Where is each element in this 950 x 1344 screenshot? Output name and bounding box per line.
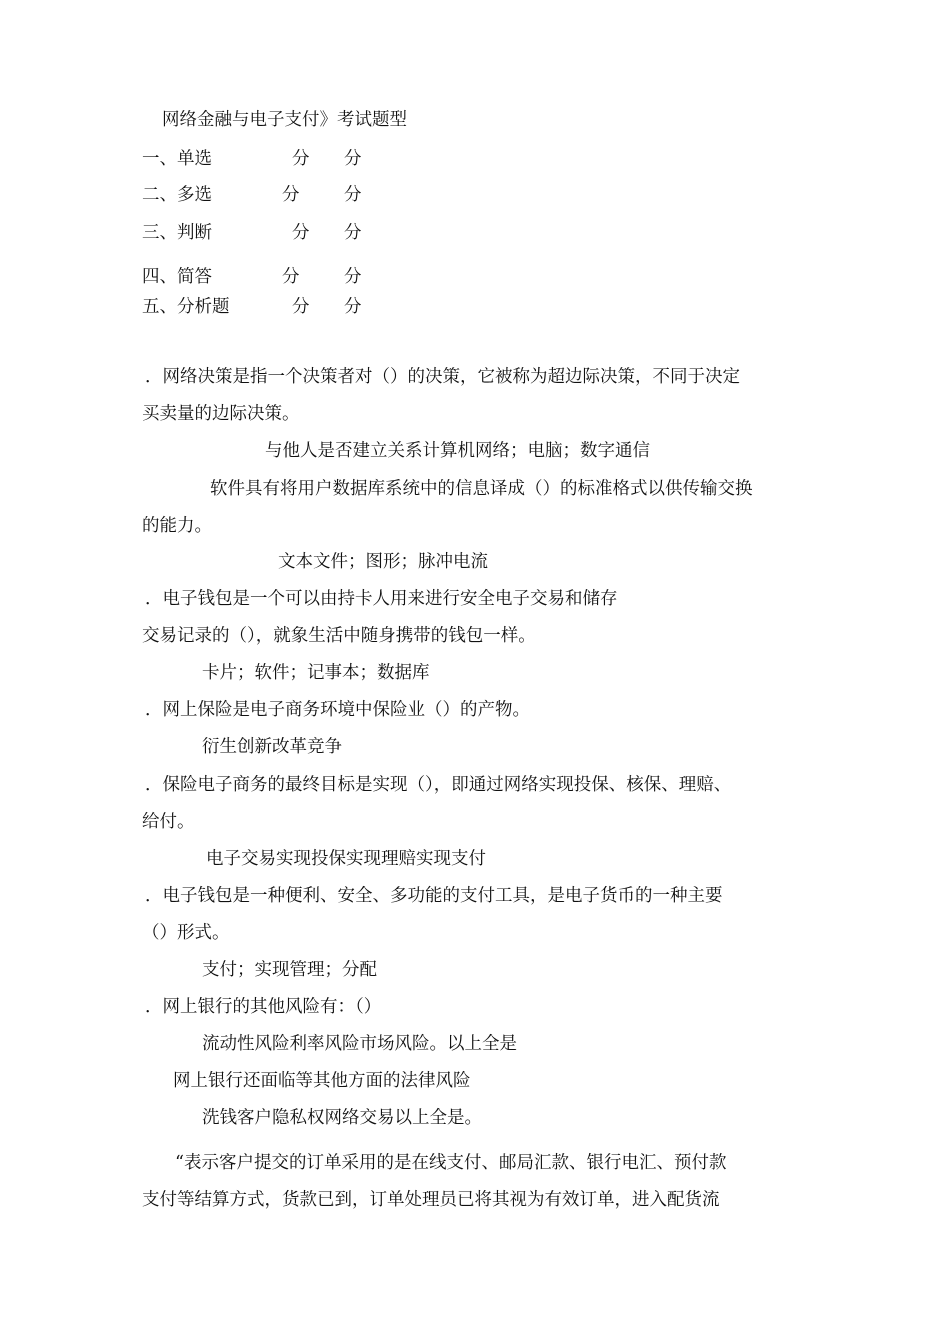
question-line: ．电子钱包是一个可以由持卡人用来进行安全电子交易和储存 (145, 589, 618, 609)
answer-options: 流动性风险利率风险市场风险。以上全是 (202, 1034, 517, 1054)
answer-options: 文本文件；图形；脉冲电流 (278, 552, 488, 572)
answer-options: 衍生创新改革竞争 (202, 737, 342, 757)
section-score-b: 分 (344, 149, 362, 169)
question-line: 买卖量的边际决策。 (142, 404, 300, 424)
question-line: 支付等结算方式，货款已到，订单处理员已将其视为有效订单，进入配货流 (142, 1190, 720, 1210)
question-line: 软件具有将用户数据库系统中的信息译成（）的标准格式以供传输交换 (210, 479, 753, 499)
answer-options: 支付；实现管理；分配 (202, 960, 377, 980)
question-line: ．保险电子商务的最终目标是实现（），即通过网络实现投保、核保、理赔、 (145, 775, 732, 795)
section-score-a: 分 (292, 297, 310, 317)
answer-options: 洗钱客户隐私权网络交易以上全是。 (202, 1108, 482, 1128)
answer-options: 网上银行还面临等其他方面的法律风险 (173, 1071, 471, 1091)
section-score-a: 分 (282, 267, 300, 287)
section-label: 一、单选 (142, 149, 212, 169)
section-score-a: 分 (292, 149, 310, 169)
question-line: 交易记录的（），就象生活中随身携带的钱包一样。 (142, 626, 536, 646)
section-score-b: 分 (344, 223, 362, 243)
question-line: ．电子钱包是一种便利、安全、多功能的支付工具，是电子货币的一种主要 (145, 886, 723, 906)
question-line: ．网上保险是电子商务环境中保险业（）的产物。 (145, 700, 530, 720)
section-label: 四、简答 (142, 267, 212, 287)
section-score-b: 分 (344, 185, 362, 205)
question-line: 给付。 (142, 812, 195, 832)
section-label: 五、分析题 (142, 297, 230, 317)
answer-options: 与他人是否建立关系计算机网络；电脑；数字通信 (265, 441, 650, 461)
question-line: “表示客户提交的订单采用的是在线支付、邮局汇款、银行电汇、预付款 (175, 1153, 727, 1173)
section-label: 三、判断 (142, 223, 212, 243)
question-line: 的能力。 (142, 516, 212, 536)
question-line: ．网络决策是指一个决策者对（）的决策，它被称为超边际决策，不同于决定 (145, 367, 740, 387)
section-score-b: 分 (344, 297, 362, 317)
section-score-a: 分 (282, 185, 300, 205)
section-score-a: 分 (292, 223, 310, 243)
section-score-b: 分 (344, 267, 362, 287)
question-line: （）形式。 (142, 923, 230, 943)
document-title: 网络金融与电子支付》考试题型 (162, 110, 407, 130)
answer-options: 卡片；软件；记事本；数据库 (202, 663, 430, 683)
answer-options: 电子交易实现投保实现理赔实现支付 (206, 849, 486, 869)
question-line: ．网上银行的其他风险有：（） (145, 997, 382, 1017)
section-label: 二、多选 (142, 185, 212, 205)
